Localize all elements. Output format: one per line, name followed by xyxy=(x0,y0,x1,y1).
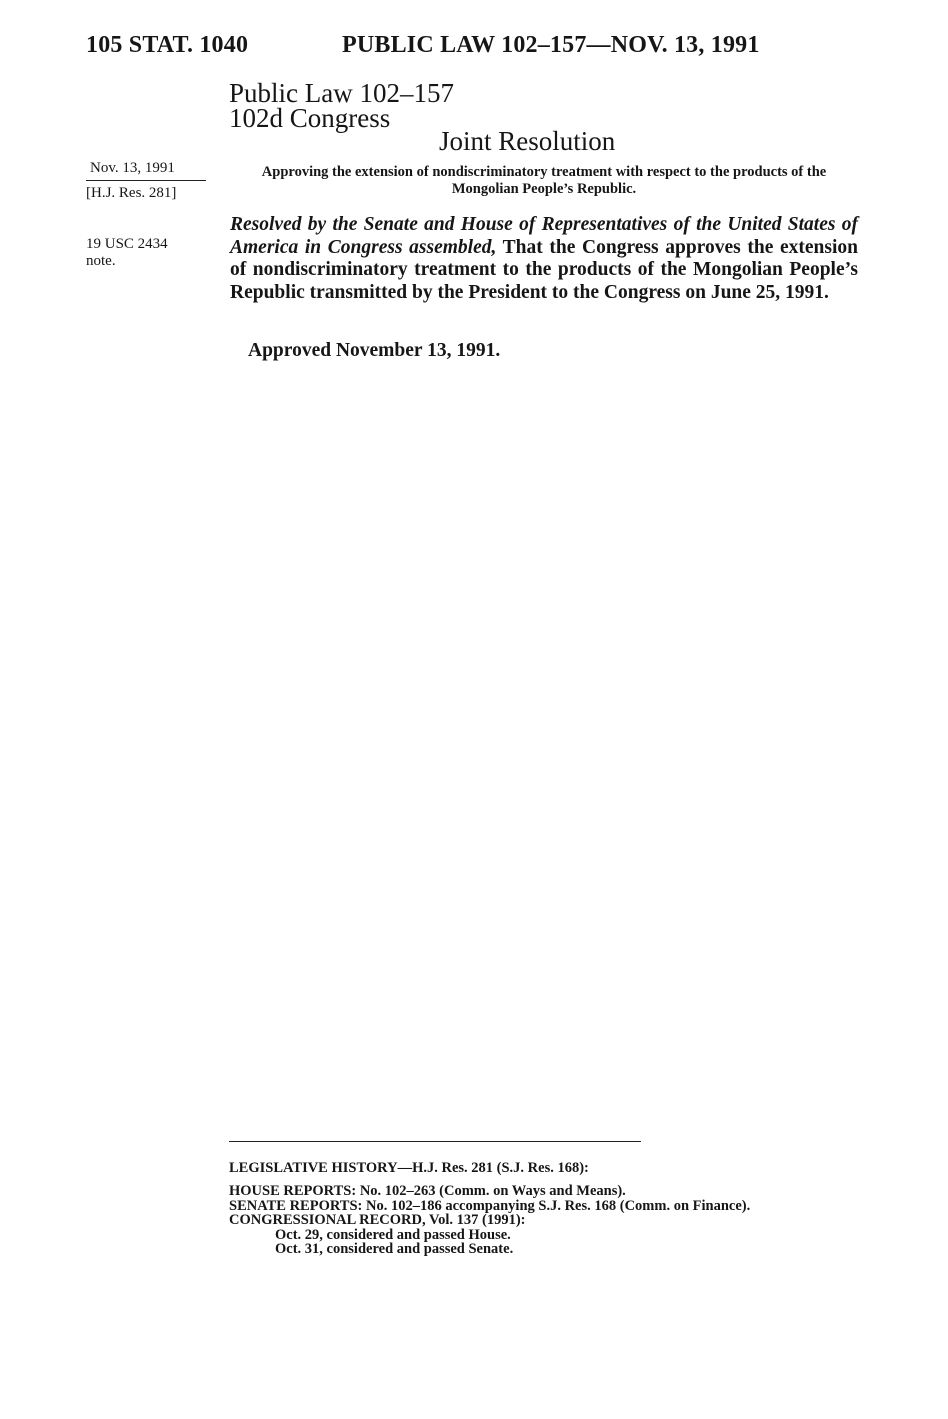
resolution-text: That the Congress approves the extension of nondiscriminatory treatment to the products of the Mongolian People’s Republic transmitted by the President to the Congress on June 25, 1991. xyxy=(230,236,858,303)
history-divider xyxy=(229,1141,641,1142)
margin-resolution: [H.J. Res. 281] xyxy=(86,185,177,201)
margin-divider xyxy=(86,180,206,181)
margin-usc-note: 19 USC 2434 note. xyxy=(86,236,168,269)
running-head xyxy=(86,32,760,59)
resolution-summary: Approving the extension of nondiscriminatory treatment with respect to the products of the Mongolian People’s Republic. xyxy=(261,164,827,197)
history-line: SENATE REPORTS: No. 102–186 accompanying S.J. Res. 168 (Comm. on Finance). xyxy=(229,1197,751,1214)
congress-label: 102d Congress xyxy=(229,103,391,133)
resolution-type: Joint Resolution xyxy=(439,126,616,156)
approval-date: Approved November 13, 1991. xyxy=(248,340,501,361)
history-action: Oct. 31, considered and passed Senate. xyxy=(275,1241,514,1257)
history-action: Oct. 29, considered and passed House. xyxy=(275,1226,511,1243)
history-line: HOUSE REPORTS: No. 102–263 (Comm. on Ways and Means). xyxy=(229,1183,626,1199)
resolution-body xyxy=(230,214,858,304)
legislative-history-heading: LEGISLATIVE HISTORY—H.J. Res. 281 (S.J. Res. 168): xyxy=(229,1160,589,1176)
page-citation: 105 STAT. 1040 xyxy=(86,32,249,58)
history-line: CONGRESSIONAL RECORD, Vol. 137 (1991): xyxy=(229,1212,526,1228)
running-head-title: PUBLIC LAW 102–157—NOV. 13, 1991 xyxy=(342,32,760,58)
margin-date: Nov. 13, 1991 xyxy=(90,160,175,176)
enacting-clause: Resolved by the Senate and House of Representatives of the United States of America in Congress assembled, xyxy=(230,214,858,258)
public-law-number: Public Law 102–157 xyxy=(229,78,454,108)
legislative-history-list xyxy=(229,1184,750,1257)
